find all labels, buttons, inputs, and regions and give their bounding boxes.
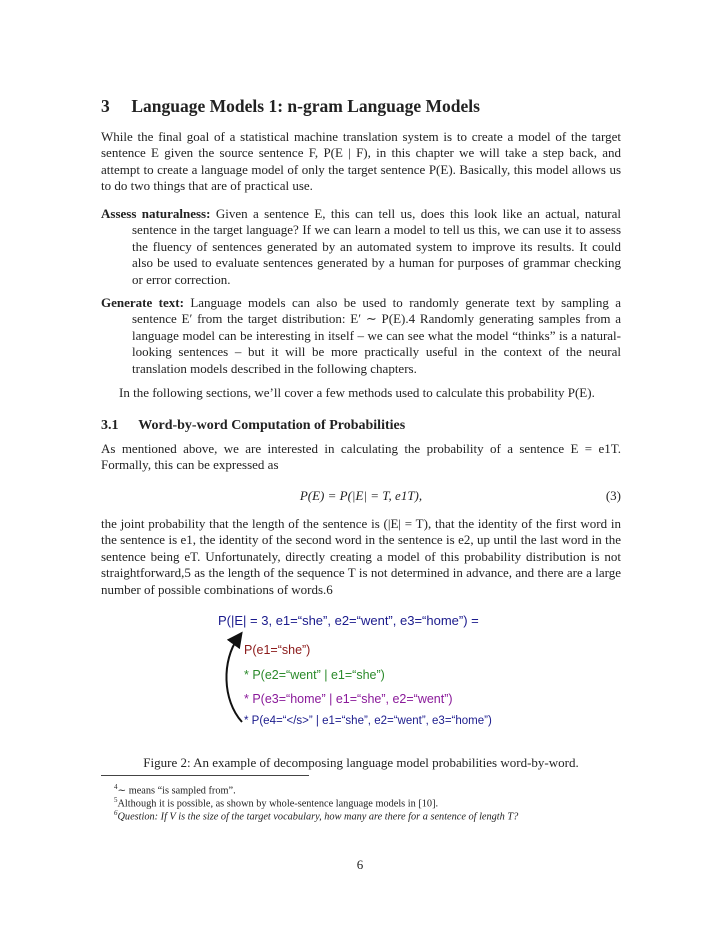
section-number: 3: [101, 96, 110, 116]
intro-paragraph: While the final goal of a statistical machine translation system is to create a model of the target sentence E given the source sentence F, P(E | F), in this chapter we will take a step back, and attempt to create a language model of only the target sentence P(E). Basically, this model allows us to do two things that are of practical use.: [101, 129, 621, 194]
item-term: Assess naturalness:: [101, 206, 211, 221]
subsection-heading: [101, 418, 405, 434]
equation-number: (3): [605, 488, 621, 503]
item-generate-text: [101, 295, 621, 377]
figure-line-0: P(|E| = 3, e1=“she”, e2=“went”, e3=“home”) =: [218, 613, 479, 628]
followup-paragraph: In the following sections, we’ll cover a few methods used to calculate this probability P(E).: [119, 385, 595, 400]
figure-line-4: * P(e4=“</s>” | e1=“she”, e2=“went”, e3=“home”): [244, 715, 492, 727]
equation-formula: P(E) = P(|E| = T, e1T),: [299, 488, 423, 503]
section-heading: [101, 96, 480, 117]
subsection-intro: As mentioned above, we are interested in calculating the probability of a sentence E = e1T. Formally, this can be expressed as: [101, 441, 621, 473]
footnote-mark: 5: [114, 796, 118, 804]
decomposition-arrow: [220, 630, 250, 730]
footnote-rule: [101, 775, 309, 776]
figure-line-1: P(e1=“she”): [244, 643, 311, 657]
after-equation-paragraph: the joint probability that the length of the sentence is (|E| = T), that the identity of the first word in the sentence is e1, the identity of the second word in the sentence is e2, up until the last word in the sentence being eT. Unfortunately, directly creating a model of this probability distribution is not straightforward,5 as the length of the sequence T is not determined in advance, and there are a large number of possible combinations of words.6: [101, 516, 621, 597]
footnote-mark: 4: [114, 783, 118, 791]
footnote-6: [114, 807, 621, 823]
subsection-number: 3.1: [101, 418, 119, 433]
item-term: Generate text:: [101, 295, 184, 310]
footnote-text: Although it is possible, as shown by whole-sentence language models in [10].: [117, 798, 439, 810]
figure-line-2: * P(e2=“went” | e1=“she”): [244, 668, 385, 682]
figure-caption: Figure 2: An example of decomposing language model probabilities word-by-word.: [143, 755, 579, 770]
subsection-title: Word-by-word Computation of Probabilities: [138, 418, 406, 433]
footnote-text: ∼ means “is sampled from”.: [117, 785, 236, 797]
item-text: Given a sentence E, this can tell us, does this look like an actual, natural sentence in the target language? If we can learn a model to tell us this, we can use it to assess the fluency of sentences generated by an automated system to improve its results. It could also be used to evaluate sentences generated by a human for purposes of grammar checking or error correction.: [132, 206, 622, 287]
section-title: Language Models 1: n-gram Language Models: [131, 96, 480, 116]
item-text: Language models can also be used to randomly generate text by sampling a sentence E′ from the target distribution: E′ ∼ P(E).4 Randomly generating samples from a language model can be interesting in itself – we can see what the model “thinks” is a natural-looking sentences – but it will be more practically useful in the context of the neural translation models described in the following chapters.: [132, 295, 621, 376]
footnote-text: Question: If V is the size of the target vocabulary, how many are there for a sentence of length T?: [117, 811, 519, 823]
figure-line-3: * P(e3=“home” | e1=“she”, e2=“went”): [244, 692, 453, 706]
page-number: 6: [356, 857, 364, 872]
item-assess-naturalness: [101, 206, 621, 288]
footnote-mark: 6: [114, 809, 118, 817]
